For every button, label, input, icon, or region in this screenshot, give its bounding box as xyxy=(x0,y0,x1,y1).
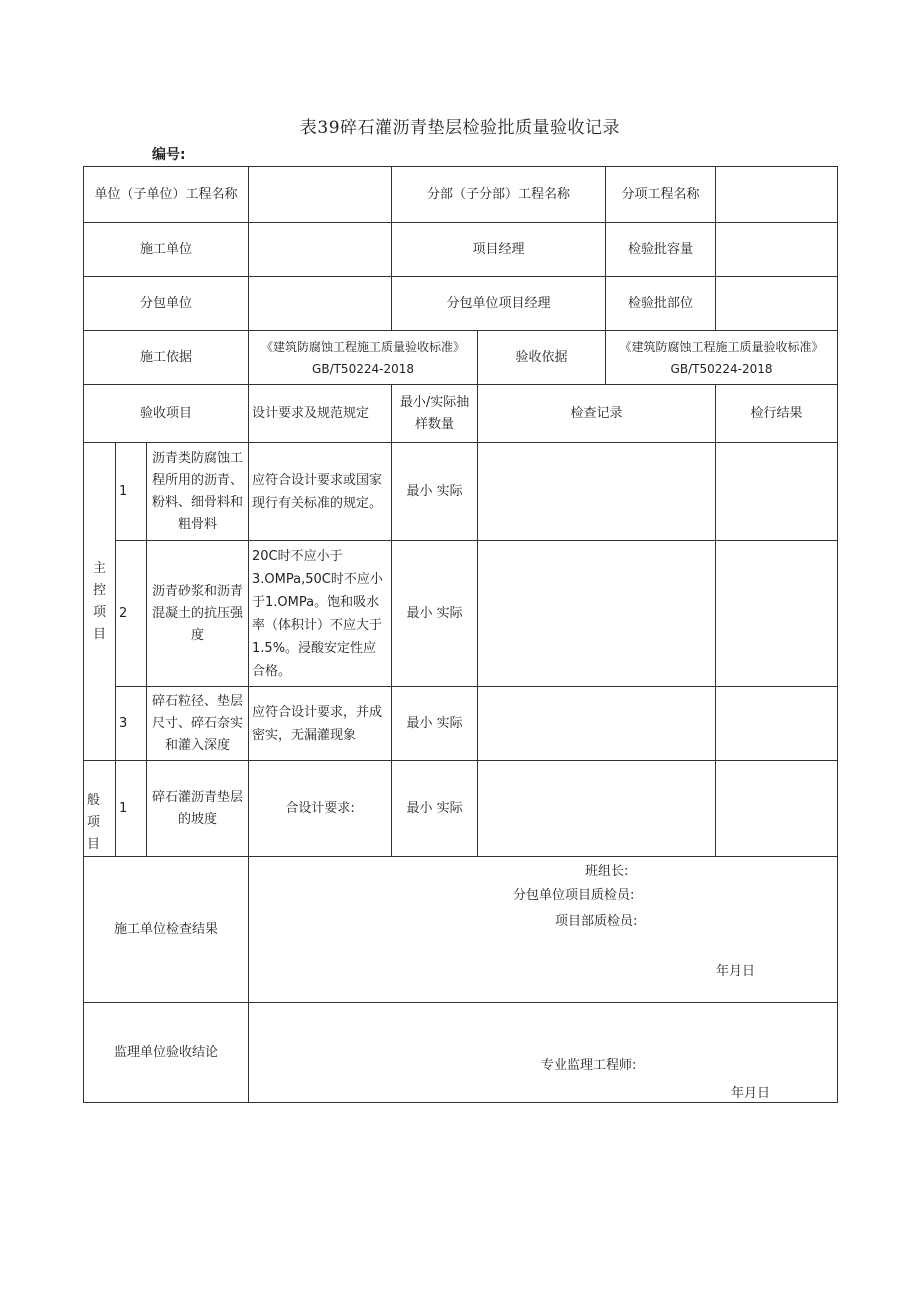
batch-location-label: 检验批部位 xyxy=(606,277,716,331)
main-control-label: 主控项目 xyxy=(84,443,116,761)
supervision-date: 年月日 xyxy=(731,1086,771,1101)
batch-location-value[interactable] xyxy=(716,277,838,331)
general-item-1-result[interactable] xyxy=(716,761,838,857)
construction-basis-value: 《建筑防腐蚀工程施工质量验收标准》GB/T50224-2018 xyxy=(249,331,478,385)
sub-inspector-label: 分包单位项目质检员: xyxy=(513,888,635,903)
sub-project-name-label: 分部（子分部）工程名称 xyxy=(392,167,606,223)
general-item-1-sample: 最小 实际 xyxy=(392,761,478,857)
batch-capacity-label: 检验批容量 xyxy=(606,223,716,277)
document-title: 表39碎石灌沥青垫层检验批质量验收记录 xyxy=(299,118,621,138)
main-item-3-name: 碎石粒径、垫层尺寸、碎石奈实和灌入深度 xyxy=(147,687,249,761)
main-item-1-record[interactable] xyxy=(478,443,716,541)
col-header-result: 检行结果 xyxy=(716,385,838,443)
construction-unit-label: 施工单位 xyxy=(84,223,249,277)
col-header-requirement: 设计要求及规范规定 xyxy=(249,385,392,443)
main-item-2-no: 2 xyxy=(116,541,147,687)
main-item-1-requirement: 应符合设计要求或国家现行有关标准的规定。 xyxy=(249,443,392,541)
construction-basis-label: 施工依据 xyxy=(84,331,249,385)
main-item-2-requirement: 20C时不应小于3.OMPa,50C时不应小于1.OMPa。饱和吸水率（体积计）不应大于1.5%。浸酸安定性应合格。 xyxy=(249,541,392,687)
subcontract-unit-label: 分包单位 xyxy=(84,277,249,331)
main-item-2-record[interactable] xyxy=(478,541,716,687)
col-header-sample: 最小/实际抽样数量 xyxy=(392,385,478,443)
construction-check-signature[interactable] xyxy=(249,857,838,1003)
col-header-item: 验收项目 xyxy=(84,385,249,443)
subcontract-manager-label: 分包单位项目经理 xyxy=(392,277,606,331)
item-project-name-label: 分项工程名称 xyxy=(606,167,716,223)
main-item-2-result[interactable] xyxy=(716,541,838,687)
team-leader-label: 班组长: xyxy=(585,864,629,879)
general-item-1-requirement: 合设计要求: xyxy=(249,761,392,857)
construction-check-label: 施工单位检查结果 xyxy=(84,857,249,1003)
main-item-3-requirement: 应符合设计要求，并成密实，无漏灌现象 xyxy=(249,687,392,761)
subcontract-unit-value[interactable] xyxy=(249,277,392,331)
item-project-name-value[interactable] xyxy=(716,167,838,223)
general-item-1-no: 1 xyxy=(116,761,147,857)
supervision-signature[interactable] xyxy=(249,1003,838,1103)
project-manager-label: 项目经理 xyxy=(392,223,606,277)
dept-inspector-label: 项目部质检员: xyxy=(555,914,638,929)
main-item-2-sample: 最小 实际 xyxy=(392,541,478,687)
main-item-3-no: 3 xyxy=(116,687,147,761)
main-item-1-result[interactable] xyxy=(716,443,838,541)
construction-check-date: 年月日 xyxy=(716,964,756,979)
inspection-form-table xyxy=(83,166,838,1103)
supervision-label: 监理单位验收结论 xyxy=(84,1003,249,1103)
unit-project-name-label: 单位（子单位）工程名称 xyxy=(84,167,249,223)
main-item-3-record[interactable] xyxy=(478,687,716,761)
main-item-1-name: 沥青类防腐蚀工程所用的沥青、粉料、细骨料和粗骨料 xyxy=(147,443,249,541)
general-item-1-name: 碎石灌沥青垫层的坡度 xyxy=(147,761,249,857)
general-item-1-record[interactable] xyxy=(478,761,716,857)
main-item-1-sample: 最小 实际 xyxy=(392,443,478,541)
supervision-engineer-label: 专业监理工程师: xyxy=(541,1058,637,1073)
main-item-3-result[interactable] xyxy=(716,687,838,761)
main-item-3-sample: 最小 实际 xyxy=(392,687,478,761)
batch-capacity-value[interactable] xyxy=(716,223,838,277)
main-item-1-no: 1 xyxy=(116,443,147,541)
acceptance-basis-label: 验收依据 xyxy=(478,331,606,385)
acceptance-basis-value: 《建筑防腐蚀工程施工质量验收标准》GB/T50224-2018 xyxy=(606,331,838,385)
general-label: 般项目 xyxy=(84,761,116,857)
col-header-record: 检查记录 xyxy=(478,385,716,443)
unit-project-name-value[interactable] xyxy=(249,167,392,223)
code-label: 编号: xyxy=(152,147,186,163)
main-item-2-name: 沥青砂浆和沥青混凝土的抗压强度 xyxy=(147,541,249,687)
construction-unit-value[interactable] xyxy=(249,223,392,277)
